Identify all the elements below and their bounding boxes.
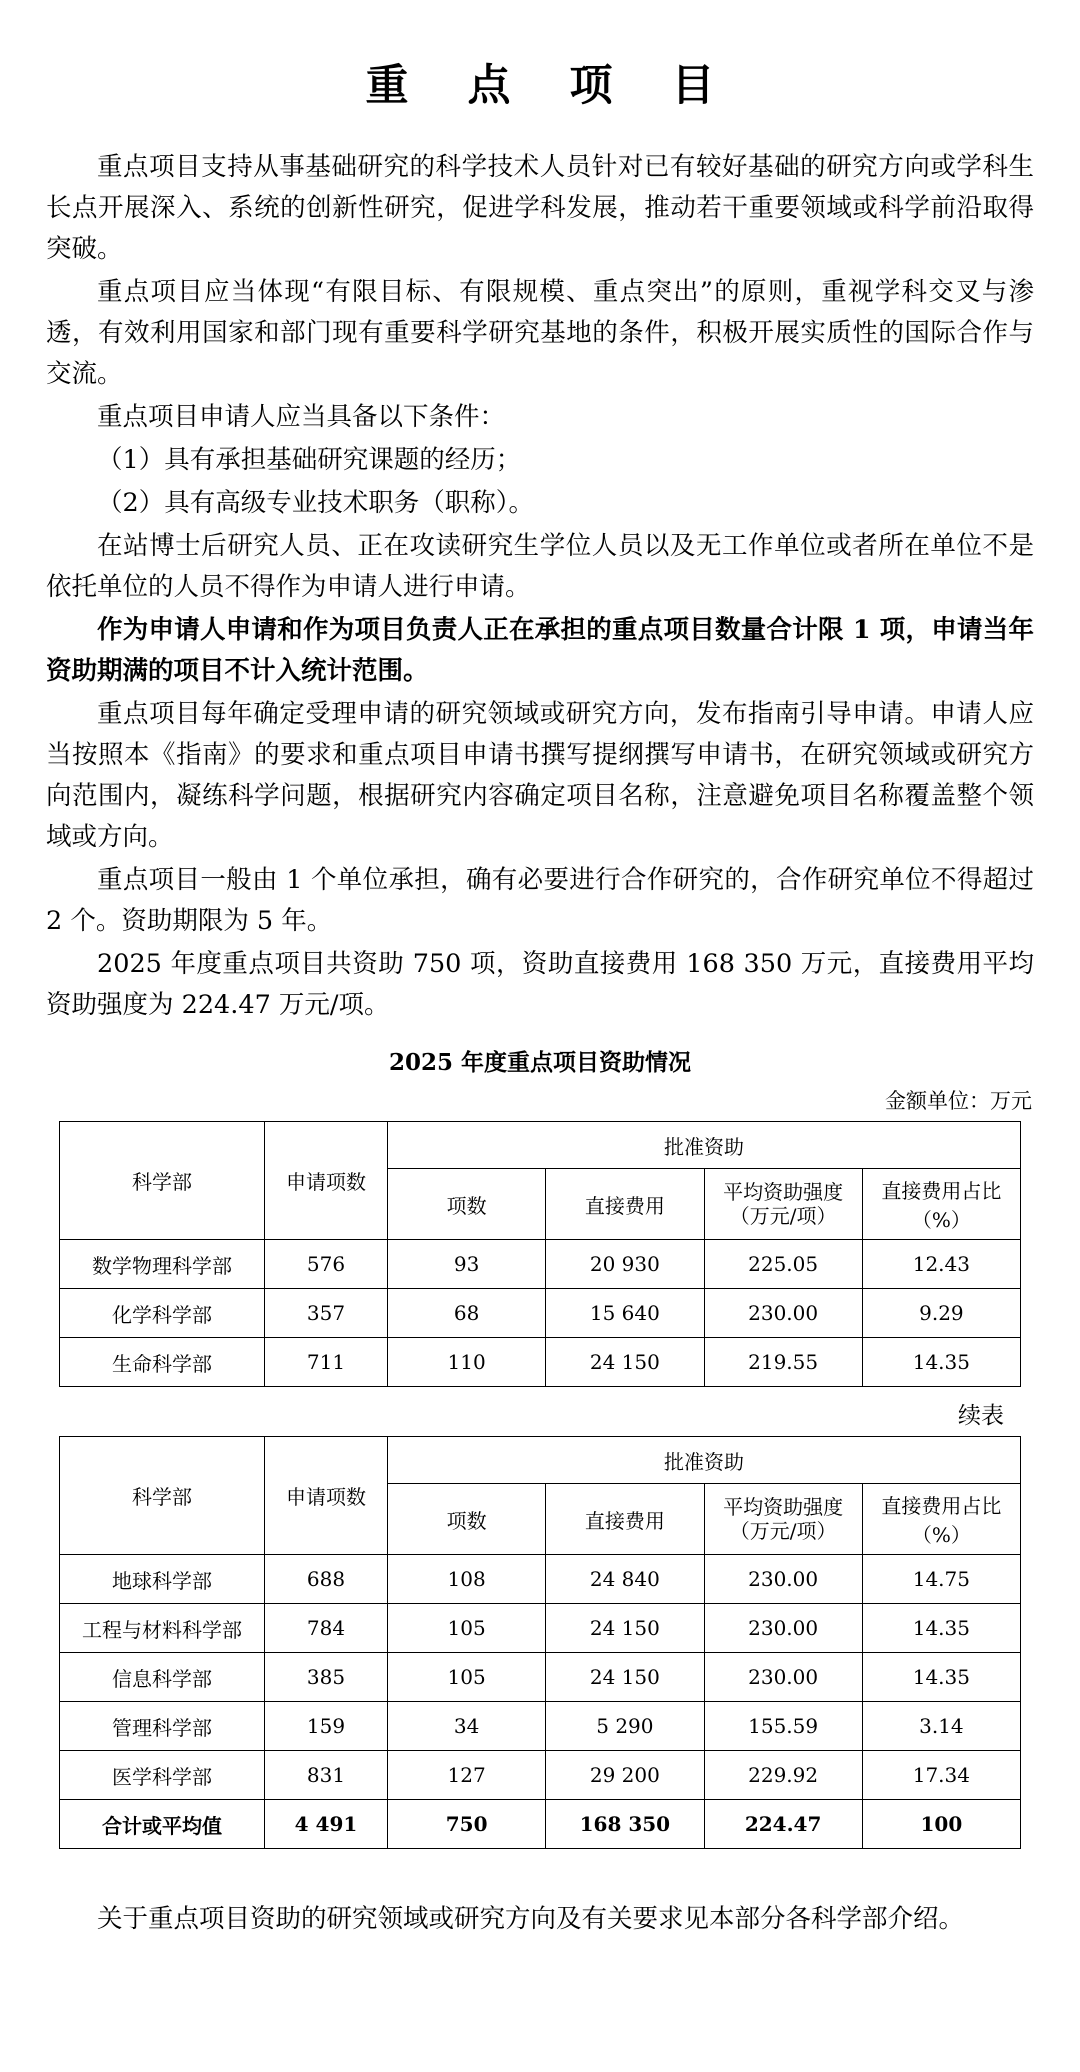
cell-dept: 管理科学部 [60,1702,265,1751]
header-avg-intensity [704,1169,862,1240]
header-dept: 科学部 [60,1122,265,1240]
cell-direct: 5 290 [546,1702,704,1751]
cell-share: 12.43 [862,1240,1020,1289]
header-avg-intensity-line2: （万元/项） [729,1204,837,1228]
cell-share: 14.35 [862,1604,1020,1653]
cell-avg: 230.00 [704,1604,862,1653]
cell-dept: 生命科学部 [60,1338,265,1387]
table-row [60,1555,1021,1604]
cell-dept: 数学物理科学部 [60,1240,265,1289]
cell-count: 108 [388,1555,546,1604]
paragraph: 重点项目应当体现“有限目标、有限规模、重点突出”的原则，重视学科交叉与渗透，有效利用国家和部门现有重要科学研究基地的条件，积极开展实质性的国际合作与交流。 [46,277,1034,389]
cell-dept: 合计或平均值 [60,1800,265,1849]
cell-direct: 24 150 [546,1338,704,1387]
cell-apply: 688 [265,1555,388,1604]
cell-share: 14.35 [862,1338,1020,1387]
header-approved-group: 批准资助 [388,1122,1021,1169]
cell-dept: 化学科学部 [60,1289,265,1338]
cell-apply: 831 [265,1751,388,1800]
cell-apply: 576 [265,1240,388,1289]
cell-count: 68 [388,1289,546,1338]
paragraph-emphasis: 作为申请人申请和作为项目负责人正在承担的重点项目数量合计限 1 项，申请当年资助期满的项目不计入统计范围。 [46,615,1034,686]
cell-count: 105 [388,1604,546,1653]
table-row-total [60,1800,1021,1849]
cell-apply: 711 [265,1338,388,1387]
cell-direct: 24 150 [546,1653,704,1702]
header-avg-intensity-line1: 平均资助强度 [723,1495,844,1519]
cell-dept: 医学科学部 [60,1751,265,1800]
cell-avg: 230.00 [704,1289,862,1338]
header-share: 直接费用占比（%） [862,1169,1020,1240]
header-apply-count: 申请项数 [265,1437,388,1555]
header-dept: 科学部 [60,1437,265,1555]
table-row [60,1702,1021,1751]
cell-share: 14.35 [862,1653,1020,1702]
cell-count: 105 [388,1653,546,1702]
paragraph: 重点项目每年确定受理申请的研究领域或研究方向，发布指南引导申请。申请人应当按照本《指南》的要求和重点项目申请书撰写提纲撰写申请书，在研究领域或研究方向范围内，凝练科学问题，根据研究内容确定项目名称，注意避免项目名称覆盖整个领域或方向。 [46,699,1034,852]
page-title: 重 点 项 目 [365,61,737,111]
paragraph: 2025 年度重点项目共资助 750 项，资助直接费用 168 350 万元，直接费用平均资助强度为 224.47 万元/项。 [46,949,1034,1020]
table-row [60,1240,1021,1289]
table-header-row [60,1122,1021,1169]
cell-share: 100 [862,1800,1020,1849]
cell-avg: 155.59 [704,1702,862,1751]
table-row [60,1604,1021,1653]
funding-table-part2 [59,1436,1021,1849]
table-row [60,1653,1021,1702]
header-avg-intensity-line2: （万元/项） [729,1519,837,1543]
cell-apply: 159 [265,1702,388,1751]
cell-avg: 230.00 [704,1555,862,1604]
table-caption: 2025 年度重点项目资助情况 [388,1049,692,1076]
cell-count: 93 [388,1240,546,1289]
cell-direct: 168 350 [546,1800,704,1849]
cell-dept: 信息科学部 [60,1653,265,1702]
cell-avg: 219.55 [704,1338,862,1387]
header-apply-count: 申请项数 [265,1122,388,1240]
cell-avg: 224.47 [704,1800,862,1849]
header-avg-intensity-line1: 平均资助强度 [723,1180,844,1204]
cell-count: 750 [388,1800,546,1849]
cell-direct: 24 150 [546,1604,704,1653]
cell-count: 127 [388,1751,546,1800]
header-share: 直接费用占比（%） [862,1484,1020,1555]
body-paragraphs [28,147,1052,1026]
continued-table-note: 续表 [958,1403,1004,1429]
header-count: 项数 [388,1169,546,1240]
cell-dept: 工程与材料科学部 [60,1604,265,1653]
cell-count: 34 [388,1702,546,1751]
paragraph: 重点项目一般由 1 个单位承担，确有必要进行合作研究的，合作研究单位不得超过 2 个。资助期限为 5 年。 [46,865,1034,936]
cell-direct: 15 640 [546,1289,704,1338]
paragraph: （1）具有承担基础研究课题的经历； [97,445,522,475]
cell-apply: 784 [265,1604,388,1653]
cell-share: 3.14 [862,1702,1020,1751]
header-count: 项数 [388,1484,546,1555]
cell-direct: 29 200 [546,1751,704,1800]
table-unit-note: 金额单位：万元 [885,1089,1032,1113]
paragraph: 在站博士后研究人员、正在攻读研究生学位人员以及无工作单位或者所在单位不是依托单位的人员不得作为申请人进行申请。 [46,531,1034,602]
paragraph: 重点项目支持从事基础研究的科学技术人员针对已有较好基础的研究方向或学科生长点开展深入、系统的创新性研究，促进学科发展，推动若干重要领域或科学前沿取得突破。 [46,152,1034,264]
cell-share: 9.29 [862,1289,1020,1338]
spacer [28,1859,1052,1899]
paragraph: （2）具有高级专业技术职务（职称）。 [97,488,534,518]
closing-paragraph: 关于重点项目资助的研究领域或研究方向及有关要求见本部分各科学部介绍。 [97,1904,965,1934]
cell-avg: 225.05 [704,1240,862,1289]
cell-apply: 357 [265,1289,388,1338]
cell-avg: 230.00 [704,1653,862,1702]
cell-avg: 229.92 [704,1751,862,1800]
header-direct-cost: 直接费用 [546,1484,704,1555]
table-row [60,1289,1021,1338]
table-row [60,1751,1021,1800]
cell-share: 14.75 [862,1555,1020,1604]
table-row [60,1338,1021,1387]
cell-apply: 4 491 [265,1800,388,1849]
cell-count: 110 [388,1338,546,1387]
header-approved-group: 批准资助 [388,1437,1021,1484]
cell-apply: 385 [265,1653,388,1702]
cell-direct: 20 930 [546,1240,704,1289]
funding-table-part1 [59,1121,1021,1387]
paragraph: 重点项目申请人应当具备以下条件： [97,402,506,432]
header-avg-intensity [704,1484,862,1555]
cell-share: 17.34 [862,1751,1020,1800]
cell-dept: 地球科学部 [60,1555,265,1604]
header-direct-cost: 直接费用 [546,1169,704,1240]
cell-direct: 24 840 [546,1555,704,1604]
table-header-row [60,1437,1021,1484]
